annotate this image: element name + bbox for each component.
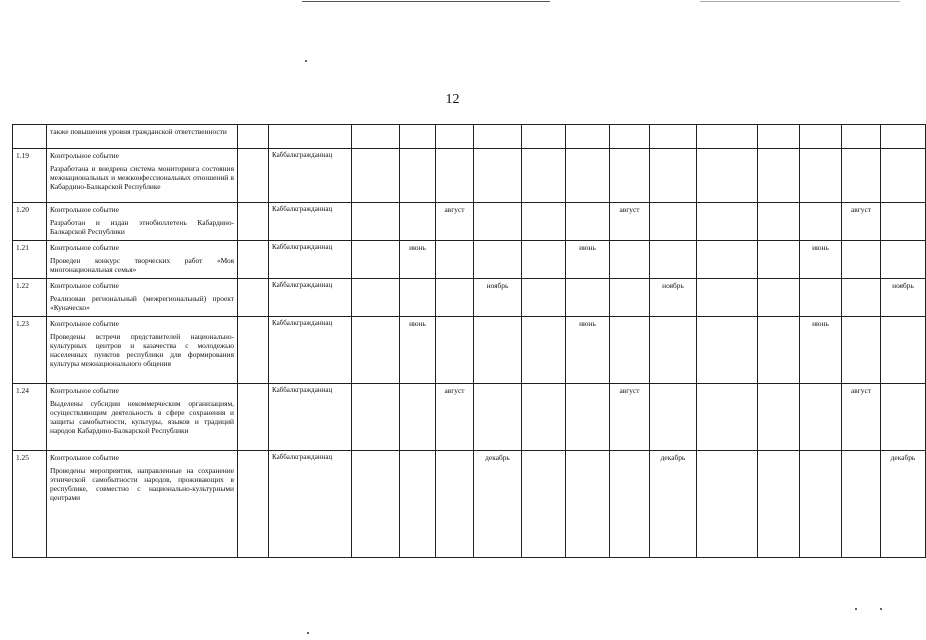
- month-cell: ноябрь: [881, 279, 926, 317]
- row-number-cell: 1.24: [13, 384, 47, 451]
- month-cell: [436, 279, 474, 317]
- month-cell: [758, 203, 800, 241]
- month-cell: [436, 125, 474, 149]
- month-cell: декабрь: [881, 451, 926, 558]
- month-cell: [400, 384, 436, 451]
- month-cell: [566, 125, 610, 149]
- month-cell: [881, 384, 926, 451]
- top-scan-line: [302, 1, 550, 2]
- empty-cell: [238, 451, 269, 558]
- month-cell: [474, 317, 522, 384]
- row-number-cell: 1.23: [13, 317, 47, 384]
- table-row: [13, 149, 926, 203]
- month-cell: [881, 125, 926, 149]
- table-row: [13, 203, 926, 241]
- month-cell: [697, 149, 758, 203]
- scan-speck: [305, 60, 307, 62]
- month-cell: [800, 203, 842, 241]
- month-cell: август: [842, 203, 881, 241]
- executor-cell: Каббалкгражданнац: [269, 451, 352, 558]
- month-cell: [522, 451, 566, 558]
- month-cell: [522, 125, 566, 149]
- month-cell: [881, 241, 926, 279]
- month-cell: [697, 279, 758, 317]
- description-cell: [47, 384, 238, 451]
- executor-cell: Каббалкгражданнац: [269, 203, 352, 241]
- month-cell: [400, 279, 436, 317]
- month-cell: [522, 279, 566, 317]
- month-cell: август: [436, 384, 474, 451]
- month-cell: [610, 149, 650, 203]
- row-number-cell: [13, 125, 47, 149]
- event-title: Контрольное событие: [50, 319, 119, 328]
- month-cell: июнь: [566, 317, 610, 384]
- table-row: [13, 451, 926, 558]
- executor-cell: Каббалкгражданнац: [269, 149, 352, 203]
- month-cell: [800, 451, 842, 558]
- month-cell: [758, 125, 800, 149]
- month-cell: август: [842, 384, 881, 451]
- month-cell: [474, 125, 522, 149]
- scan-speck: [307, 632, 309, 634]
- month-cell: [650, 125, 697, 149]
- month-cell: [436, 317, 474, 384]
- event-description: Реализован региональный (межрегиональный) проект «Куначеско»: [50, 294, 234, 313]
- empty-cell: [238, 203, 269, 241]
- event-description: Разработана и внедрена система мониторинга состояния межнациональных и межконфессиональных отношений в Кабардино-Балкарской Республике: [50, 164, 234, 192]
- month-cell: [566, 451, 610, 558]
- month-cell: [400, 125, 436, 149]
- event-title: Контрольное событие: [50, 151, 119, 160]
- month-cell: [758, 317, 800, 384]
- month-cell: [697, 317, 758, 384]
- month-cell: [436, 241, 474, 279]
- month-cell: декабрь: [650, 451, 697, 558]
- empty-cell: [238, 317, 269, 384]
- month-cell: август: [436, 203, 474, 241]
- month-cell: [842, 279, 881, 317]
- table-row: [13, 241, 926, 279]
- month-cell: [522, 384, 566, 451]
- month-cell: [650, 384, 697, 451]
- month-cell: [610, 317, 650, 384]
- month-cell: [842, 451, 881, 558]
- month-cell: [842, 149, 881, 203]
- executor-cell: Каббалкгражданнац: [269, 241, 352, 279]
- empty-cell: [238, 384, 269, 451]
- description-cell: [47, 149, 238, 203]
- month-cell: август: [610, 384, 650, 451]
- event-description: Разработан и издан этнобюллетень Кабардино-Балкарской Республики: [50, 218, 234, 237]
- executor-cell: Каббалкгражданнац: [269, 279, 352, 317]
- month-cell: июнь: [800, 317, 842, 384]
- month-cell: [474, 384, 522, 451]
- row-number-cell: 1.20: [13, 203, 47, 241]
- event-description: Проведены мероприятия, направленные на сохранение этнической самобытности народов, проживающих в республике, совместно с национально-культурными центрами: [50, 466, 234, 503]
- month-cell: [400, 451, 436, 558]
- month-cell: [758, 384, 800, 451]
- month-cell: [650, 317, 697, 384]
- month-cell: [566, 384, 610, 451]
- month-cell: [800, 149, 842, 203]
- description-cell: [47, 241, 238, 279]
- month-cell: [881, 149, 926, 203]
- month-cell: [610, 125, 650, 149]
- month-cell: декабрь: [474, 451, 522, 558]
- event-title: Контрольное событие: [50, 243, 119, 252]
- month-cell: [566, 149, 610, 203]
- month-cell: июнь: [800, 241, 842, 279]
- month-cell: [474, 149, 522, 203]
- month-cell: [881, 317, 926, 384]
- row-number-cell: 1.19: [13, 149, 47, 203]
- event-description: Проведен конкурс творческих работ «Моя многонациональная семья»: [50, 256, 234, 275]
- empty-cell: [238, 279, 269, 317]
- scan-speck: [880, 608, 882, 610]
- table-row: [13, 125, 926, 149]
- row-number-cell: 1.22: [13, 279, 47, 317]
- month-cell: июнь: [400, 241, 436, 279]
- month-cell: [610, 451, 650, 558]
- month-cell: [522, 149, 566, 203]
- table-row: [13, 384, 926, 451]
- month-cell: [800, 279, 842, 317]
- month-cell: [697, 384, 758, 451]
- row-number-cell: 1.25: [13, 451, 47, 558]
- month-cell: [650, 241, 697, 279]
- description-cell: [47, 317, 238, 384]
- description-cell: [47, 203, 238, 241]
- page-number: 12: [445, 92, 460, 107]
- executor-cell: [269, 125, 352, 149]
- table-row: [13, 317, 926, 384]
- month-cell: [842, 241, 881, 279]
- description-cell: [47, 279, 238, 317]
- month-cell: [650, 149, 697, 203]
- month-cell: [842, 125, 881, 149]
- executor-cell: Каббалкгражданнац: [269, 317, 352, 384]
- event-title: Контрольное событие: [50, 386, 119, 395]
- month-cell: [400, 203, 436, 241]
- month-cell: [650, 203, 697, 241]
- month-cell: июнь: [566, 241, 610, 279]
- scan-speck: [855, 608, 857, 610]
- month-cell: [352, 279, 400, 317]
- executor-cell: Каббалкгражданнац: [269, 384, 352, 451]
- event-description: Выделены субсидии некоммерческим организациям, осуществляющим деятельность в сфере сохранения и защиты самобытности, культуры, языков и традиций народов Кабардино-Балкарской Республики: [50, 399, 234, 436]
- month-cell: июнь: [400, 317, 436, 384]
- month-cell: [436, 149, 474, 203]
- table-row: [13, 279, 926, 317]
- month-cell: [697, 125, 758, 149]
- empty-cell: [238, 241, 269, 279]
- month-cell: [697, 241, 758, 279]
- month-cell: [842, 317, 881, 384]
- description-text: также повышения уровня гражданской ответственности: [50, 127, 227, 136]
- month-cell: [400, 149, 436, 203]
- month-cell: [352, 125, 400, 149]
- month-cell: [522, 203, 566, 241]
- month-cell: [758, 279, 800, 317]
- month-cell: [352, 241, 400, 279]
- month-cell: ноябрь: [650, 279, 697, 317]
- month-cell: август: [610, 203, 650, 241]
- month-cell: [758, 241, 800, 279]
- event-title: Контрольное событие: [50, 205, 119, 214]
- month-cell: [758, 451, 800, 558]
- event-title: Контрольное событие: [50, 281, 119, 290]
- month-cell: [697, 451, 758, 558]
- month-cell: [352, 203, 400, 241]
- schedule-table: [12, 124, 926, 558]
- month-cell: [800, 125, 842, 149]
- description-cell: [47, 125, 238, 149]
- row-number-cell: 1.21: [13, 241, 47, 279]
- month-cell: [758, 149, 800, 203]
- month-cell: [800, 384, 842, 451]
- month-cell: [522, 241, 566, 279]
- month-cell: [352, 317, 400, 384]
- month-cell: [474, 203, 522, 241]
- event-description: Проведены встречи представителей национально-культурных центров и казачества с молодежью населенных пунктов республики для формирования культуры межнационального общения: [50, 332, 234, 369]
- month-cell: [610, 241, 650, 279]
- empty-cell: [238, 149, 269, 203]
- month-cell: [522, 317, 566, 384]
- month-cell: [610, 279, 650, 317]
- month-cell: [697, 203, 758, 241]
- month-cell: [436, 451, 474, 558]
- description-cell: [47, 451, 238, 558]
- month-cell: [352, 384, 400, 451]
- event-title: Контрольное событие: [50, 453, 119, 462]
- month-cell: [881, 203, 926, 241]
- month-cell: [352, 451, 400, 558]
- month-cell: ноябрь: [474, 279, 522, 317]
- month-cell: [566, 279, 610, 317]
- month-cell: [474, 241, 522, 279]
- month-cell: [566, 203, 610, 241]
- empty-cell: [238, 125, 269, 149]
- month-cell: [352, 149, 400, 203]
- top-scan-line-right: [700, 1, 900, 2]
